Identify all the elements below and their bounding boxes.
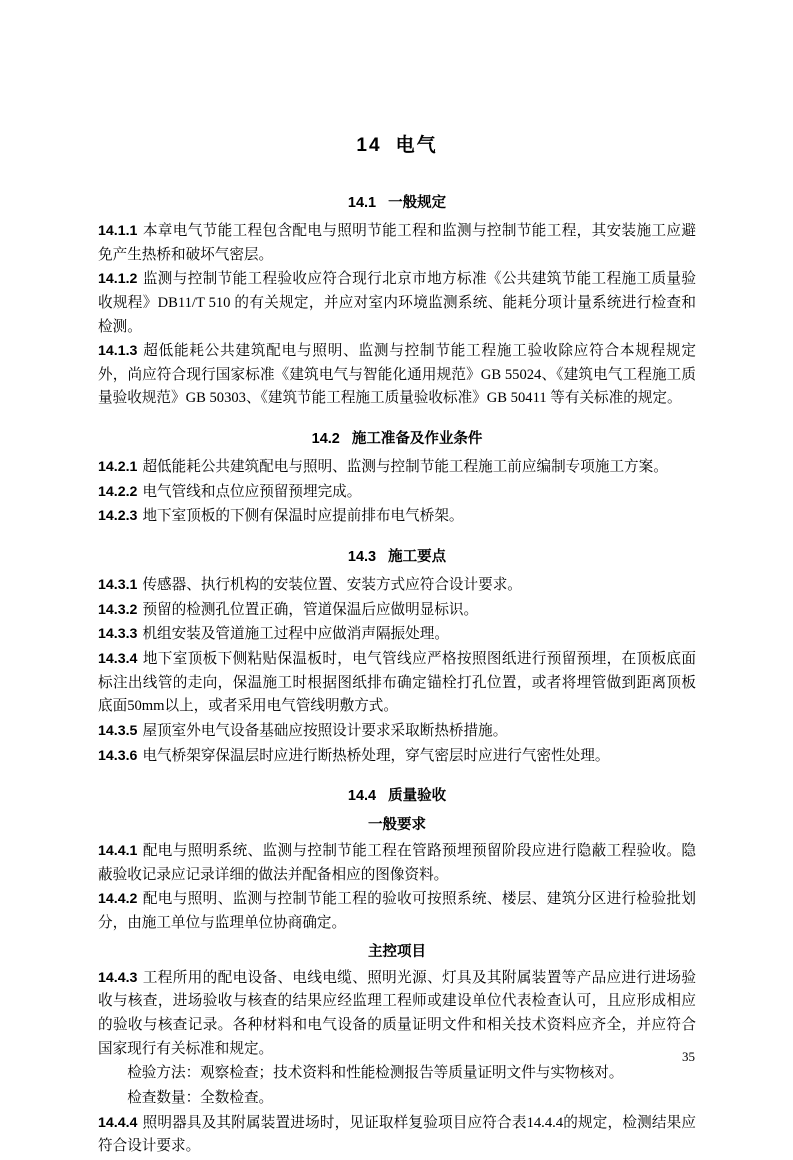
- paragraph-label: 14.3.3: [98, 626, 138, 643]
- paragraph-text: 超低能耗公共建筑配电与照明、监测与控制节能工程施工前应编制专项施工方案。: [142, 459, 668, 476]
- paragraph-text: 地下室顶板下侧粘贴保温板时，电气管线应严格按照图纸进行预留预埋，在顶板底面标注出线管的走向，保温施工时根据图纸排布确定锚栓打孔位置，或者将埋管做到距离顶板底面50mm以上，或者采用电气管线明敷方式。: [98, 650, 696, 715]
- paragraph: [98, 481, 696, 505]
- paragraph-label: 14.4.3: [98, 969, 138, 986]
- paragraph: [98, 840, 696, 887]
- chapter-title-text: 电气: [395, 135, 438, 156]
- paragraph-text: 配电与照明、监测与控制节能工程的验收可按照系统、楼层、建筑分区进行检验批划分，由施工单位与监理单位协商确定。: [98, 891, 696, 932]
- section-number: 14.3: [347, 549, 377, 566]
- paragraph: [98, 340, 696, 411]
- paragraph: [98, 505, 696, 529]
- section-heading-14-3: [98, 545, 696, 566]
- paragraph-text: 工程所用的配电设备、电线电缆、照明光源、灯具及其附属装置等产品应进行进场验收与核查，进场验收与核查的结果应经监理工程师或建设单位代表检查认可，且应形成相应的验收与核查记录。各种材料和电气设备的质量证明文件和相关技术资料应齐全，并应符合国家现行有关标准和规定。: [98, 969, 696, 1057]
- paragraph-label: 14.1.1: [98, 223, 138, 239]
- chapter-heading: [98, 130, 696, 157]
- paragraph-text: 电气桥架穿保温层时应进行断热桥处理，穿气密层时应进行气密性处理。: [142, 747, 610, 764]
- paragraph-label: 14.3.2: [98, 601, 138, 618]
- paragraph-text: 照明器具及其附属装置进场时，见证取样复验项目应符合表14.4.4的规定，检测结果应符合设计要求。: [98, 1114, 696, 1155]
- paragraph: [98, 967, 696, 1062]
- paragraph: [98, 599, 696, 623]
- section-heading-14-2: [98, 427, 696, 448]
- paragraph: [98, 720, 696, 744]
- section-title-text: 施工准备及作业条件: [351, 431, 483, 448]
- paragraph: [98, 888, 696, 935]
- paragraph: [98, 268, 696, 339]
- paragraph-label: 14.3.5: [98, 722, 138, 739]
- paragraph-label: 14.1.3: [98, 343, 138, 360]
- paragraph-label: 14.1.2: [98, 271, 138, 288]
- paragraph-label: 14.3.1: [98, 577, 138, 594]
- paragraph: [98, 745, 696, 769]
- page-number: 35: [682, 1049, 695, 1064]
- paragraph-text: 检查数量：全数检查。: [127, 1089, 274, 1106]
- paragraph-label: 14.2.2: [98, 483, 138, 500]
- paragraph-text: 屋顶室外电气设备基础应按照设计要求采取断热桥措施。: [142, 722, 508, 739]
- paragraph: [98, 574, 696, 598]
- paragraph-text: 超低能耗公共建筑配电与照明、监测与控制节能工程施工验收除应符合本规程规定外，尚应符合现行国家标准《建筑电气与智能化通用规范》GB 55024、《建筑电气工程施工质量验收规范》GB 50303、《建筑节能工程施工质量验收标准》GB 50411 等有关标准的规定。: [98, 343, 696, 407]
- chapter-number: 14: [356, 135, 382, 156]
- paragraph: [98, 1112, 696, 1159]
- paragraph-text: 传感器、执行机构的安装位置、安装方式应符合设计要求。: [142, 577, 522, 594]
- paragraph-text: 本章电气节能工程包含配电与照明节能工程和监测与控制节能工程，其安装施工应避免产生热桥和破坏气密层。: [98, 223, 696, 263]
- paragraph: [98, 456, 696, 480]
- paragraph-text: 检验方法：观察检查；技术资料和性能检测报告等质量证明文件与实物核对。: [127, 1065, 624, 1082]
- paragraph-label: 14.2.3: [98, 508, 138, 525]
- paragraph: [98, 220, 696, 267]
- paragraph-text: 机组安装及管道施工过程中应做消声隔振处理。: [142, 626, 449, 643]
- section-number: 14.4: [347, 788, 377, 805]
- paragraph-text: 预留的检测孔位置正确，管道保温后应做明显标识。: [142, 601, 479, 618]
- section-title-text: 一般规定: [388, 195, 447, 211]
- paragraph-inspection-method: [98, 1062, 696, 1086]
- section-heading-14-1: [98, 191, 696, 212]
- paragraph-text: 监测与控制节能工程验收应符合现行北京市地方标准《公共建筑节能工程施工质量验收规程》DB11/T 510 的有关规定，并应对室内环境监测系统、能耗分项计量系统进行检查和检测。: [98, 271, 696, 335]
- subsection-heading-general-requirements: 一般要求: [368, 817, 426, 834]
- paragraph-text: 电气管线和点位应预留预埋完成。: [142, 483, 362, 500]
- paragraph: [98, 648, 696, 719]
- paragraph-inspection-quantity: [98, 1087, 696, 1111]
- section-title-text: 质量验收: [388, 788, 447, 805]
- paragraph-label: 14.3.4: [98, 650, 138, 667]
- paragraph-label: 14.4.2: [98, 891, 138, 908]
- document-body: [98, 130, 696, 1160]
- section-heading-14-4: [98, 784, 696, 805]
- paragraph-text: 地下室顶板的下侧有保温时应提前排布电气桥架。: [142, 508, 464, 525]
- section-number: 14.1: [347, 195, 377, 211]
- paragraph-text: 配电与照明系统、监测与控制节能工程在管路预埋预留阶段应进行隐蔽工程验收。隐蔽验收记录应记录详细的做法并配备相应的图像资料。: [98, 843, 696, 883]
- paragraph-label: 14.4.1: [98, 843, 138, 860]
- section-number: 14.2: [311, 431, 340, 448]
- section-title-text: 施工要点: [388, 549, 447, 566]
- paragraph: [98, 623, 696, 647]
- subsection-heading-main-control-items: 主控项目: [368, 943, 426, 960]
- paragraph-label: 14.3.6: [98, 747, 138, 764]
- paragraph-label: 14.2.1: [98, 459, 138, 476]
- paragraph-label: 14.4.4: [98, 1114, 138, 1131]
